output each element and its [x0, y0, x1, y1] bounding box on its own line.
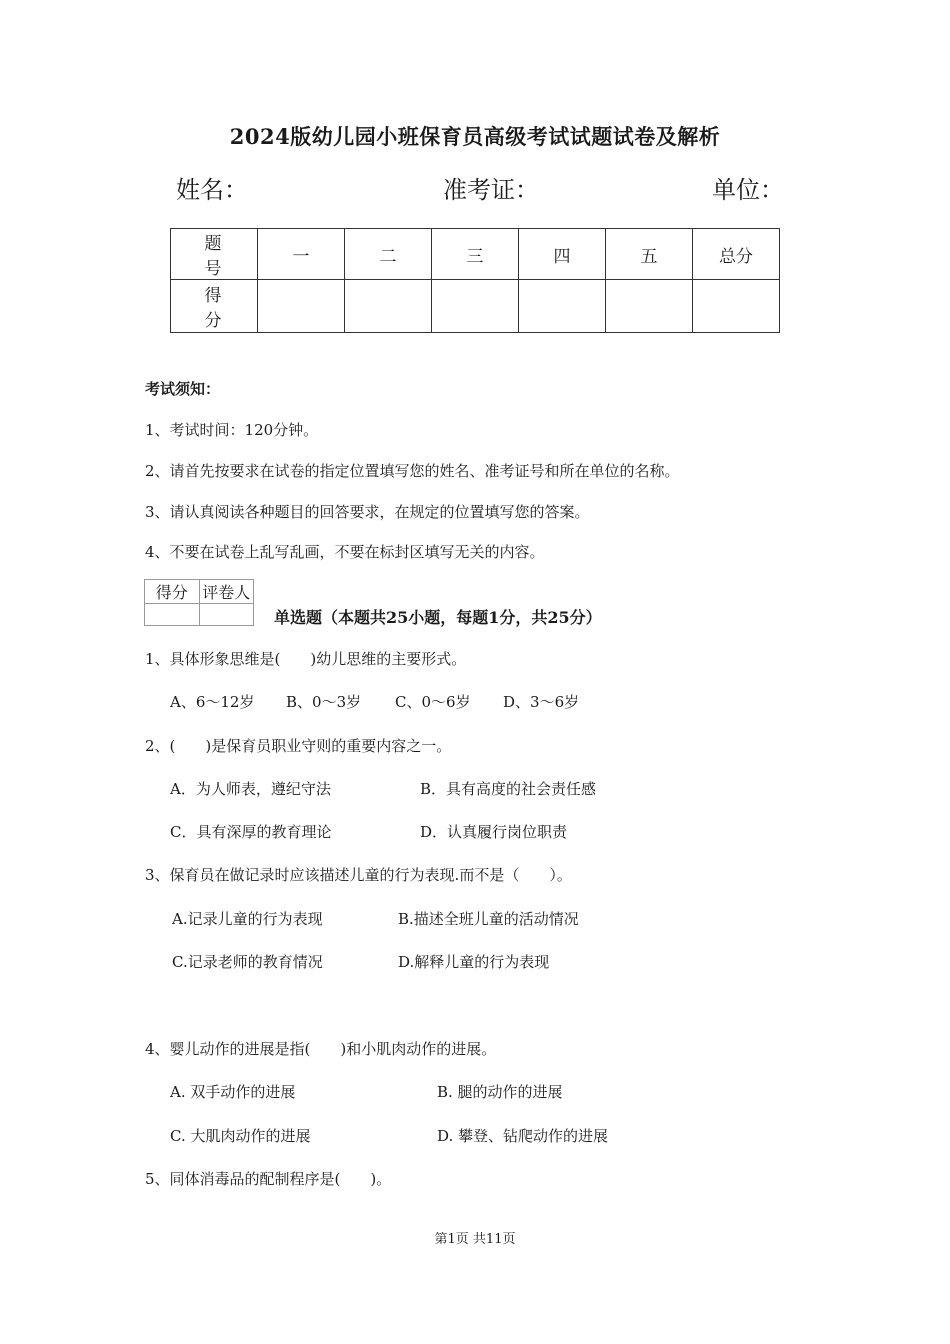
question-option[interactable]: D. 攀登、钻爬动作的进展 [437, 1127, 609, 1145]
score-table-header-cell: 三 [432, 229, 519, 280]
question-option[interactable]: C. 大肌肉动作的进展 [170, 1127, 311, 1145]
question-option[interactable]: B.描述全班儿童的活动情况 [398, 910, 579, 928]
score-table-header-cell: 二 [345, 229, 432, 280]
score-cell[interactable] [693, 280, 780, 333]
score-table-header-cell: 五 [606, 229, 693, 280]
question-option[interactable]: C、0～6岁 [395, 693, 471, 711]
score-table-header-cell: 总分 [693, 229, 780, 280]
score-table-score-row [171, 280, 780, 333]
name-field-label: 姓名： [176, 176, 248, 204]
grader-box [144, 579, 254, 626]
question-option[interactable]: A. 双手动作的进展 [170, 1083, 296, 1101]
exam-id-field-label: 准考证： [443, 176, 539, 204]
score-cell[interactable] [519, 280, 606, 333]
grader-score-cell[interactable] [145, 604, 200, 626]
page-footer: 第1页 共11页 [434, 1232, 516, 1247]
question-stem: 2、( )是保育员职业守则的重要内容之一。 [145, 737, 452, 755]
question-option[interactable]: B. 腿的动作的进展 [437, 1083, 563, 1101]
score-cell[interactable] [606, 280, 693, 333]
question-option[interactable]: B．具有高度的社会责任感 [420, 780, 597, 798]
score-table [170, 228, 780, 333]
question-option[interactable]: B、0～3岁 [286, 693, 362, 711]
document-title: 2024版幼儿园小班保育员高级考试试题试卷及解析 [229, 124, 721, 149]
question-stem: 4、婴儿动作的进展是指( )和小肌肉动作的进展。 [145, 1040, 497, 1058]
notes-item: 2、请首先按要求在试卷的指定位置填写您的姓名、准考证号和所在单位的名称。 [145, 462, 680, 480]
score-table-header-cell: 一 [258, 229, 345, 280]
notes-title: 考试须知： [145, 380, 221, 398]
question-option[interactable]: C．具有深厚的教育理论 [170, 823, 332, 841]
question-option[interactable]: D、3～6岁 [503, 693, 580, 711]
score-cell[interactable] [432, 280, 519, 333]
question-option[interactable]: A.记录儿童的行为表现 [172, 910, 323, 928]
question-stem: 1、具体形象思维是( )幼儿思维的主要形式。 [145, 650, 467, 668]
unit-field-label: 单位： [712, 176, 784, 204]
score-cell[interactable] [258, 280, 345, 333]
grader-reviewer-cell[interactable] [199, 604, 254, 626]
grader-score-label: 得分 [145, 580, 200, 604]
section-title: 单选题（本题共25小题，每题1分，共25分） [274, 608, 602, 627]
notes-item: 1、考试时间：120分钟。 [145, 421, 319, 439]
score-table-header-row [171, 229, 780, 280]
question-stem: 3、保育员在做记录时应该描述儿童的行为表现.而不是（ ）。 [145, 866, 572, 884]
score-table-header-cell: 四 [519, 229, 606, 280]
notes-item: 3、请认真阅读各种题目的回答要求，在规定的位置填写您的答案。 [145, 503, 590, 521]
score-table-header-cell: 题 号 [171, 229, 258, 280]
question-option[interactable]: A．为人师表，遵纪守法 [170, 780, 331, 798]
notes-item: 4、不要在试卷上乱写乱画，不要在标封区填写无关的内容。 [145, 543, 545, 561]
score-cell[interactable] [345, 280, 432, 333]
question-option[interactable]: C.记录老师的教育情况 [172, 953, 323, 971]
score-row-label: 得 分 [171, 280, 258, 333]
question-option[interactable]: D.解释儿童的行为表现 [398, 953, 550, 971]
grader-reviewer-label: 评卷人 [199, 580, 254, 604]
question-stem: 5、同体消毒品的配制程序是( )。 [145, 1170, 392, 1188]
question-option[interactable]: A、6～12岁 [170, 693, 255, 711]
question-option[interactable]: D．认真履行岗位职责 [420, 823, 568, 841]
